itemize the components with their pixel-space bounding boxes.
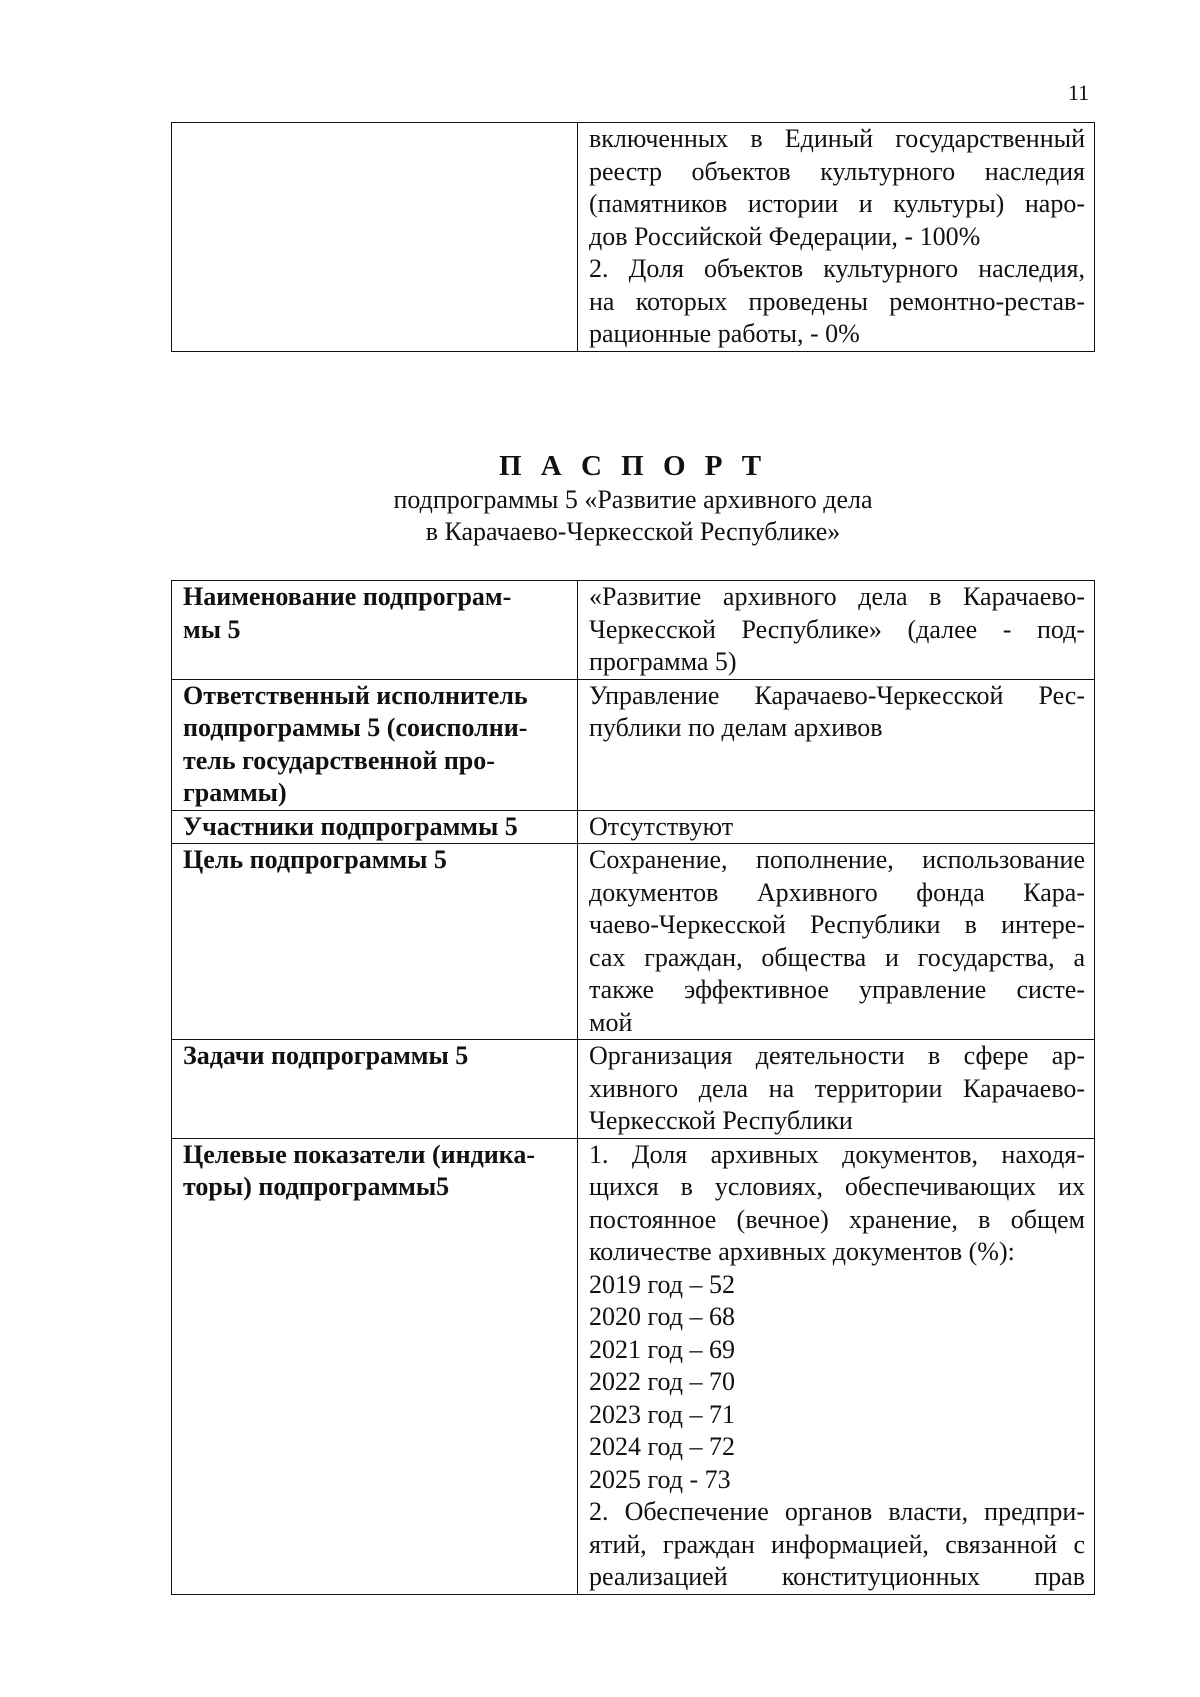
label-line: Наименование подпрограм- <box>183 582 512 611</box>
text-line: дов Российской Федерации, - 100% <box>589 221 981 251</box>
text-line: 2019 год – 52 <box>589 1269 735 1299</box>
table-row <box>172 1138 1095 1594</box>
text-line: чаево-Черкесской Республики в интере- <box>589 910 1085 939</box>
table-row <box>172 844 1095 1040</box>
label-line: тель государственной про- <box>183 745 495 775</box>
text-line: хивного дела на территории Карачаево- <box>589 1073 1085 1103</box>
text-line: Черкесской Республике» (далее - под- <box>589 614 1085 644</box>
text-line: Управление Карачаево-Черкесской Рес- <box>589 680 1085 710</box>
row-label <box>172 810 578 844</box>
table-row <box>172 123 1095 352</box>
text-line: реализацией конституционных прав <box>589 1562 1085 1591</box>
passport-subtitle-line: подпрограммы 5 «Развитие архивного дела <box>393 485 873 514</box>
text-line: 2025 год - 73 <box>589 1464 731 1494</box>
text-line: сах граждан, общества и государства, а <box>589 942 1085 972</box>
passport-subtitle-line: в Карачаево-Черкесской Республике» <box>425 517 841 546</box>
row-label <box>172 1040 578 1139</box>
label-line: Целевые показатели (индика- <box>183 1139 535 1169</box>
text-line: 1. Доля архивных документов, находя- <box>589 1139 1085 1169</box>
table-row <box>172 679 1095 810</box>
text-line: постоянное (вечное) хранение, в общем <box>589 1204 1085 1234</box>
text-line: документов Архивного фонда Кара- <box>589 877 1085 907</box>
text-line: Сохранение, пополнение, использование <box>589 845 1085 874</box>
text-line: 2023 год – 71 <box>589 1399 735 1429</box>
label-line: мы 5 <box>183 614 241 644</box>
page-number: 11 <box>1068 80 1090 105</box>
text-line: рационные работы, - 0% <box>589 319 860 348</box>
row-value <box>578 679 1095 810</box>
text-line: Организация деятельности в сфере ар- <box>589 1041 1085 1070</box>
label-line: Задачи подпрограммы 5 <box>183 1041 469 1070</box>
label-line: подпрограммы 5 (соисполни- <box>183 713 528 742</box>
row-value <box>578 1138 1095 1594</box>
text-line: также эффективное управление систе- <box>589 975 1085 1004</box>
text-line: (памятников истории и культуры) наро- <box>589 189 1085 218</box>
text-line: 2024 год – 72 <box>589 1432 735 1461</box>
passport-heading <box>171 448 1095 548</box>
text-line: Черкесской Республики <box>589 1106 853 1135</box>
table-row <box>172 581 1095 680</box>
row-label <box>172 581 578 680</box>
row-value <box>578 810 1095 844</box>
text-line: на которых проведены ремонтно-рестав- <box>589 286 1085 316</box>
row-label <box>172 1138 578 1594</box>
row-label <box>172 679 578 810</box>
text-line: 2021 год – 69 <box>589 1334 735 1364</box>
text-line: «Развитие архивного дела в Карачаево- <box>589 582 1085 611</box>
row-value <box>578 581 1095 680</box>
text-line: публики по делам архивов <box>589 713 883 742</box>
label-line: Ответственный исполнитель <box>183 680 528 710</box>
continuation-table <box>171 122 1095 352</box>
row-label <box>172 844 578 1040</box>
text-line: 2020 год – 68 <box>589 1302 735 1331</box>
text-line: 2. Обеспечение органов власти, предпри- <box>589 1497 1085 1526</box>
row-value <box>578 844 1095 1040</box>
text-line: количестве архивных документов (%): <box>589 1237 1015 1266</box>
text-line: 2022 год – 70 <box>589 1367 735 1396</box>
row-value <box>578 1040 1095 1139</box>
table-row <box>172 810 1095 844</box>
text-line: щихся в условиях, обеспечивающих их <box>589 1172 1085 1201</box>
continuation-left-cell <box>172 123 578 352</box>
text-line: программа 5) <box>589 647 737 676</box>
label-line: Участники подпрограммы 5 <box>183 811 518 841</box>
text-line: Отсутствуют <box>589 811 734 841</box>
text-line: ятий, граждан информацией, связанной с <box>589 1529 1085 1559</box>
label-line: торы) подпрограммы5 <box>183 1172 450 1201</box>
passport-table <box>171 580 1095 1595</box>
label-line: граммы) <box>183 778 287 807</box>
passport-title: П А С П О Р Т <box>498 450 768 482</box>
text-line: мой <box>589 1007 633 1037</box>
continuation-right-cell <box>578 123 1095 352</box>
label-line: Цель подпрограммы 5 <box>183 845 447 874</box>
table-row <box>172 1040 1095 1139</box>
text-line: включенных в Единый государственный <box>589 124 1085 153</box>
text-line: 2. Доля объектов культурного наследия, <box>589 254 1085 283</box>
text-line: реестр объектов культурного наследия <box>589 156 1085 186</box>
